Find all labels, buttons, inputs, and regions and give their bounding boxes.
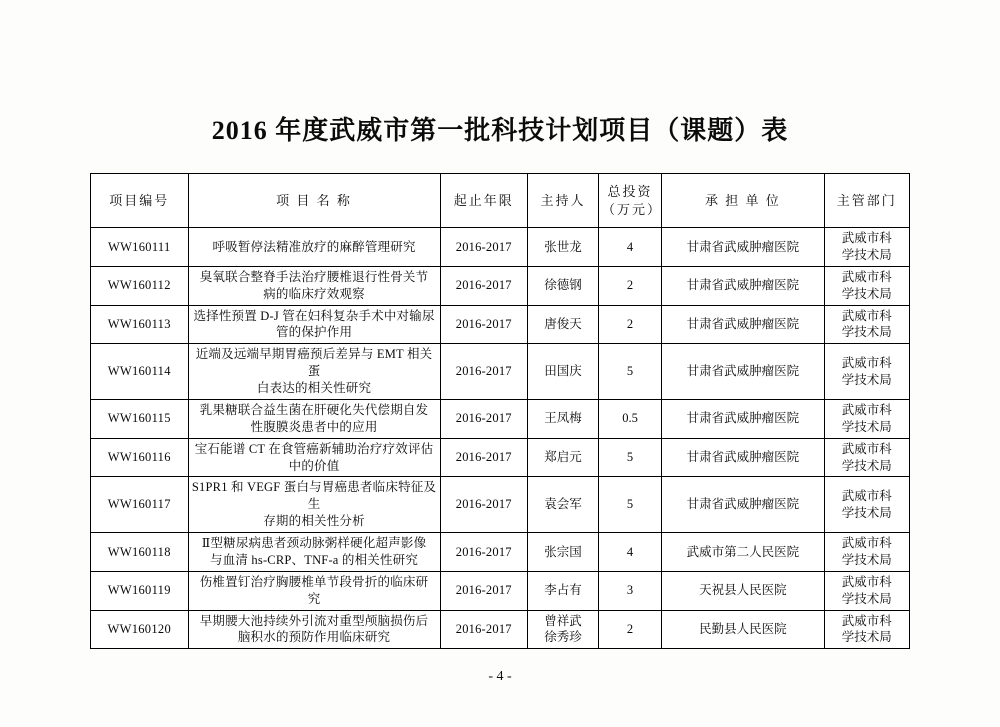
cell-name-line2: 管的保护作用 xyxy=(275,325,353,340)
cell-name xyxy=(188,610,440,649)
cell-dept-line2: 学技术局 xyxy=(841,458,892,473)
cell-host-line1: 王凤梅 xyxy=(544,411,582,426)
cell-host-line1: 郑启元 xyxy=(544,450,582,465)
column-header-name: 项 目 名 称 xyxy=(188,174,440,228)
cell-investment: 3 xyxy=(599,571,662,610)
cell-unit: 甘肃省武威肿瘤医院 xyxy=(662,477,825,533)
cell-dept xyxy=(824,399,909,438)
cell-dept-line1: 武威市科 xyxy=(841,269,892,284)
cell-name-line1: 臭氧联合整脊手法治疗腰椎退行性骨关节 xyxy=(199,269,429,284)
cell-investment: 5 xyxy=(599,438,662,477)
cell-dept-line1: 武威市科 xyxy=(841,488,892,503)
cell-investment: 2 xyxy=(599,305,662,344)
cell-name-line1: 伤椎置钉治疗胸腰椎单节段骨折的临床研 xyxy=(199,574,429,589)
table-row xyxy=(91,399,910,438)
cell-years: 2016-2017 xyxy=(440,228,527,267)
cell-years: 2016-2017 xyxy=(440,477,527,533)
cell-investment: 0.5 xyxy=(599,399,662,438)
cell-code: WW160120 xyxy=(91,610,189,649)
cell-unit: 甘肃省武威肿瘤医院 xyxy=(662,266,825,305)
cell-unit: 天祝县人民医院 xyxy=(662,571,825,610)
cell-dept-line2: 学技术局 xyxy=(841,372,892,387)
cell-name-line2: 与血清 hs-CRP、TNF-a 的相关性研究 xyxy=(210,552,419,567)
cell-years: 2016-2017 xyxy=(440,399,527,438)
cell-host-line1: 袁会军 xyxy=(544,497,582,512)
cell-years: 2016-2017 xyxy=(440,533,527,572)
cell-years: 2016-2017 xyxy=(440,571,527,610)
cell-name-line1: 宝石能谱 CT 在食管癌新辅助治疗疗效评估 xyxy=(194,441,434,456)
cell-dept xyxy=(824,610,909,649)
cell-code: WW160119 xyxy=(91,571,189,610)
cell-host xyxy=(527,305,598,344)
cell-dept-line1: 武威市科 xyxy=(841,355,892,370)
cell-name-line1: 呼吸暂停法精准放疗的麻醉管理研究 xyxy=(212,239,416,254)
cell-host xyxy=(527,477,598,533)
cell-name xyxy=(188,571,440,610)
cell-unit: 民勤县人民医院 xyxy=(662,610,825,649)
cell-dept-line1: 武威市科 xyxy=(841,231,892,246)
cell-name-line1: 早期腰大池持续外引流对重型颅脑损伤后 xyxy=(199,613,429,628)
cell-code: WW160112 xyxy=(91,266,189,305)
column-header-dept: 主管部门 xyxy=(824,174,909,228)
cell-dept-line2: 学技术局 xyxy=(841,419,892,434)
cell-dept-line1: 武威市科 xyxy=(841,536,892,551)
cell-dept-line2: 学技术局 xyxy=(841,247,892,262)
cell-host xyxy=(527,228,598,267)
cell-name-line1: 选择性预置 D-J 管在妇科复杂手术中对输尿 xyxy=(193,308,435,323)
cell-name-line2: 病的临床疗效观察 xyxy=(263,286,365,301)
cell-years: 2016-2017 xyxy=(440,344,527,400)
cell-code: WW160118 xyxy=(91,533,189,572)
cell-host-line1: 曾祥武 xyxy=(544,613,582,628)
project-table xyxy=(90,173,910,649)
cell-dept xyxy=(824,533,909,572)
cell-name-line2: 究 xyxy=(307,591,321,606)
cell-name-line2: 脑积水的预防作用临床研究 xyxy=(237,630,391,645)
column-header-code: 项目编号 xyxy=(91,174,189,228)
cell-name-line2: 白表达的相关性研究 xyxy=(256,381,372,396)
column-header-investment-line2: （万元） xyxy=(602,201,663,217)
cell-investment: 4 xyxy=(599,533,662,572)
cell-years: 2016-2017 xyxy=(440,305,527,344)
cell-host xyxy=(527,533,598,572)
page-title: 2016 年度武威市第一批科技计划项目（课题）表 xyxy=(211,116,789,145)
table-row xyxy=(91,571,910,610)
cell-unit: 甘肃省武威肿瘤医院 xyxy=(662,344,825,400)
cell-name-line2: 存期的相关性分析 xyxy=(263,514,365,529)
cell-unit: 甘肃省武威肿瘤医院 xyxy=(662,399,825,438)
cell-dept-line1: 武威市科 xyxy=(841,613,892,628)
cell-dept-line1: 武威市科 xyxy=(841,574,892,589)
cell-name-line1: Ⅱ型糖尿病患者颈动脉粥样硬化超声影像 xyxy=(201,536,427,551)
cell-dept xyxy=(824,305,909,344)
cell-dept-line2: 学技术局 xyxy=(841,630,892,645)
cell-unit: 武威市第二人民医院 xyxy=(662,533,825,572)
cell-dept xyxy=(824,438,909,477)
cell-host-line1: 唐俊天 xyxy=(544,317,582,332)
cell-unit: 甘肃省武威肿瘤医院 xyxy=(662,228,825,267)
cell-host xyxy=(527,610,598,649)
cell-dept-line2: 学技术局 xyxy=(841,286,892,301)
table-header-row xyxy=(91,174,910,228)
cell-name xyxy=(188,438,440,477)
table-header xyxy=(91,174,910,228)
cell-name xyxy=(188,266,440,305)
column-header-unit: 承 担 单 位 xyxy=(662,174,825,228)
column-header-years: 起止年限 xyxy=(440,174,527,228)
table-row xyxy=(91,344,910,400)
cell-years: 2016-2017 xyxy=(440,266,527,305)
table-row xyxy=(91,533,910,572)
cell-name-line1: 乳果糖联合益生菌在肝硬化失代偿期自发 xyxy=(199,402,429,417)
cell-host xyxy=(527,266,598,305)
cell-dept-line2: 学技术局 xyxy=(841,505,892,520)
page-number: - 4 - xyxy=(488,669,512,684)
cell-name-line2: 中的价值 xyxy=(288,458,340,473)
cell-dept xyxy=(824,228,909,267)
cell-code: WW160115 xyxy=(91,399,189,438)
cell-name xyxy=(188,305,440,344)
cell-name xyxy=(188,344,440,400)
cell-name-line1: 近端及远端早期胃癌预后差异与 EMT 相关蛋 xyxy=(195,347,433,379)
cell-dept xyxy=(824,266,909,305)
cell-code: WW160117 xyxy=(91,477,189,533)
table-body xyxy=(91,228,910,649)
cell-dept xyxy=(824,344,909,400)
cell-host-line1: 张世龙 xyxy=(544,239,582,254)
table-row xyxy=(91,610,910,649)
table-row xyxy=(91,438,910,477)
table-row xyxy=(91,477,910,533)
cell-investment: 5 xyxy=(599,477,662,533)
cell-years: 2016-2017 xyxy=(440,610,527,649)
cell-name xyxy=(188,399,440,438)
table-row xyxy=(91,228,910,267)
cell-unit: 甘肃省武威肿瘤医院 xyxy=(662,438,825,477)
column-header-investment xyxy=(599,174,662,228)
cell-host xyxy=(527,344,598,400)
cell-dept-line1: 武威市科 xyxy=(841,308,892,323)
cell-code: WW160116 xyxy=(91,438,189,477)
cell-host xyxy=(527,399,598,438)
cell-host-line1: 张宗国 xyxy=(544,544,582,559)
cell-dept xyxy=(824,477,909,533)
cell-investment: 5 xyxy=(599,344,662,400)
table-row xyxy=(91,266,910,305)
cell-name xyxy=(188,477,440,533)
cell-years: 2016-2017 xyxy=(440,438,527,477)
cell-dept-line1: 武威市科 xyxy=(841,402,892,417)
table-row xyxy=(91,305,910,344)
cell-code: WW160114 xyxy=(91,344,189,400)
cell-dept-line2: 学技术局 xyxy=(841,552,892,567)
cell-dept xyxy=(824,571,909,610)
cell-name xyxy=(188,533,440,572)
cell-name-line1: S1PR1 和 VEGF 蛋白与胃癌患者临床特征及生 xyxy=(191,480,437,512)
cell-host xyxy=(527,438,598,477)
cell-investment: 2 xyxy=(599,266,662,305)
cell-name xyxy=(188,228,440,267)
cell-investment: 2 xyxy=(599,610,662,649)
cell-host-line1: 田国庆 xyxy=(544,364,582,379)
cell-host-line2: 徐秀珍 xyxy=(544,630,582,645)
cell-dept-line2: 学技术局 xyxy=(841,325,892,340)
column-header-host: 主持人 xyxy=(527,174,598,228)
cell-code: WW160113 xyxy=(91,305,189,344)
cell-dept-line2: 学技术局 xyxy=(841,591,892,606)
cell-investment: 4 xyxy=(599,228,662,267)
column-header-investment-line1: 总投资 xyxy=(607,184,653,199)
cell-code: WW160111 xyxy=(91,228,189,267)
cell-dept-line1: 武威市科 xyxy=(841,441,892,456)
project-table-container xyxy=(90,173,910,649)
cell-host-line1: 徐德钢 xyxy=(544,278,582,293)
cell-name-line2: 性腹膜炎患者中的应用 xyxy=(250,419,378,434)
cell-unit: 甘肃省武威肿瘤医院 xyxy=(662,305,825,344)
cell-host-line1: 李占有 xyxy=(544,583,582,598)
cell-host xyxy=(527,571,598,610)
